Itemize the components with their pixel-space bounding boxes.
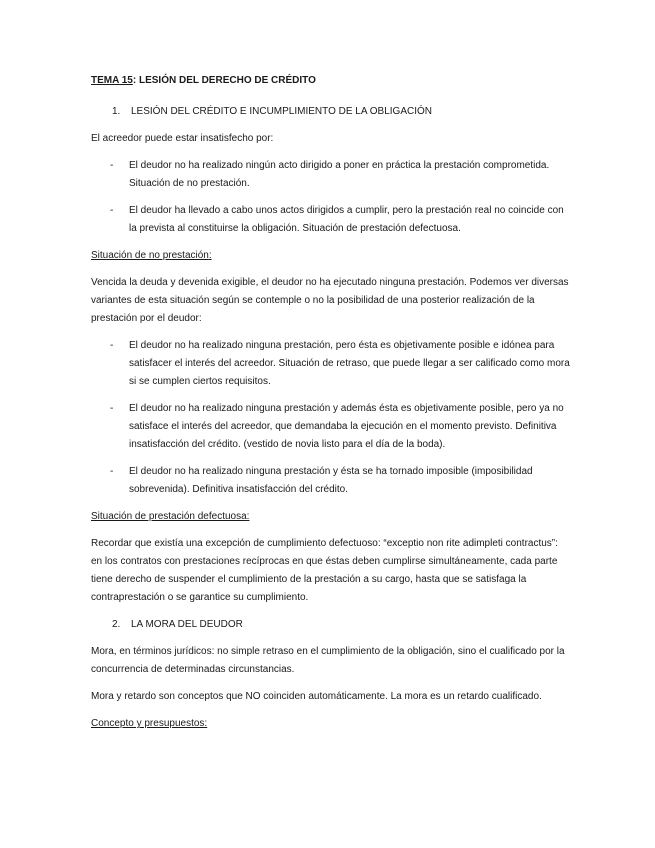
title-text: LESIÓN DEL DERECHO DE CRÉDITO bbox=[138, 75, 316, 86]
list-item: - El deudor ha llevado a cabo unos actos dirigidos a cumplir, pero la prestación real no coincide con la prevista al constituirse la obligación. Situación de prestación defectuosa. bbox=[91, 202, 571, 238]
section-number: 2. bbox=[112, 619, 121, 630]
title-separator: : bbox=[132, 75, 139, 86]
subheading-concepto bbox=[91, 715, 571, 733]
subheading-prestacion-defectuosa bbox=[91, 508, 571, 526]
bullet-list-2 bbox=[91, 337, 571, 499]
document-title bbox=[91, 72, 571, 90]
list-item: - El deudor no ha realizado ningún acto dirigido a poner en práctica la prestación comprometida. Situación de no prestación. bbox=[91, 157, 571, 193]
paragraph: Recordar que existía una excepción de cumplimiento defectuoso: “exceptio non rite adimpleti contractus”: en los contratos con prestaciones recíprocas en que éstas deben cumplirse simultáneamente, cada parte tiene derecho de suspender el cumplimiento de la prestación a su cargo, hasta que se satisfaga la contraprestación o se garantice su cumplimiento. bbox=[91, 538, 558, 603]
section-heading-1 bbox=[91, 103, 571, 121]
subheading-colon: : bbox=[208, 250, 212, 261]
subheading-label: Concepto y presupuestos bbox=[91, 718, 205, 729]
title-number: TEMA 15 bbox=[91, 75, 133, 86]
section-heading-2 bbox=[91, 616, 571, 634]
paragraph: Mora, en términos jurídicos: no simple retraso en el cumplimiento de la obligación, sino el cualificado por la concurrencia de determinadas circunstancias. bbox=[91, 646, 565, 675]
intro-paragraph: El acreedor puede estar insatisfecho por: bbox=[91, 133, 274, 144]
subheading-colon: : bbox=[246, 511, 250, 522]
list-item: - El deudor no ha realizado ninguna prestación, pero ésta es objetivamente posible e idónea para satisfacer el interés del acreedor. Situación de retraso, que puede llegar a ser calificado como mora si se cumplen ciertos requisitos. bbox=[91, 337, 571, 391]
paragraph: Mora y retardo son conceptos que NO coinciden automáticamente. La mora es un retardo cualificado. bbox=[91, 691, 542, 702]
subheading-label: Situación de no prestación bbox=[91, 250, 209, 261]
list-item: - El deudor no ha realizado ninguna prestación y ésta se ha tornado imposible (imposibilidad sobrevenida). Definitiva insatisfacción del crédito. bbox=[91, 463, 571, 499]
document-body bbox=[91, 72, 571, 742]
section-text: LA MORA DEL DEUDOR bbox=[131, 619, 243, 630]
section-text: LESIÓN DEL CRÉDITO E INCUMPLIMIENTO DE LA OBLIGACIÓN bbox=[131, 106, 432, 117]
subheading-no-prestacion bbox=[91, 247, 571, 265]
subheading-colon: : bbox=[204, 718, 208, 729]
bullet-list-1 bbox=[91, 157, 571, 238]
list-item: - El deudor no ha realizado ninguna prestación y además ésta es objetivamente posible, pero ya no satisface el interés del acreedor, que demandaba la ejecución en el momento previsto. Definitiva insatisfacción del crédito. (vestido de novia listo para el día de la boda). bbox=[91, 400, 571, 454]
section-number: 1. bbox=[112, 106, 121, 117]
subheading-label: Situación de prestación defectuosa bbox=[91, 511, 247, 522]
paragraph: Vencida la deuda y devenida exigible, el deudor no ha ejecutado ninguna prestación. Podemos ver diversas variantes de esta situación según se contemple o no la posibilidad de una posterior realización de la prestación por el deudor: bbox=[91, 277, 569, 324]
